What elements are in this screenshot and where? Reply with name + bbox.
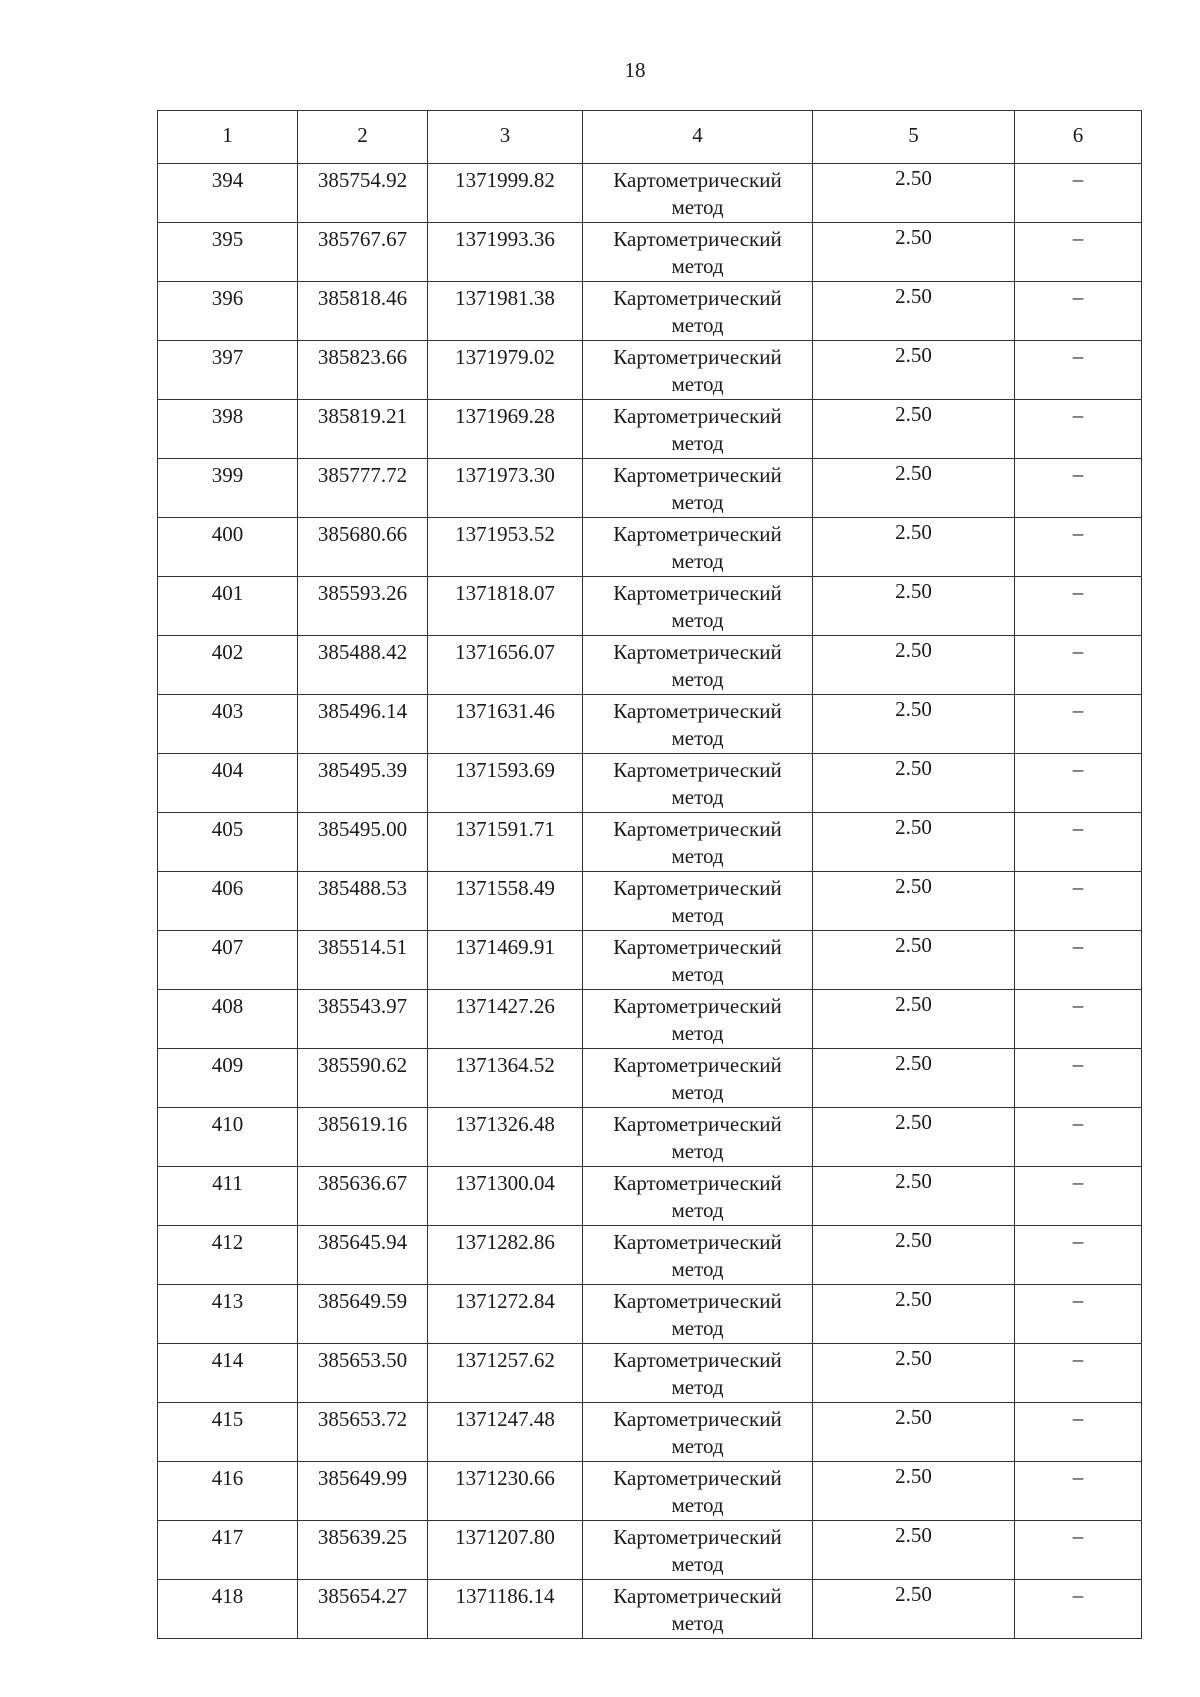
column-header-3: 3 [428, 111, 583, 164]
method-line-2: метод [671, 726, 724, 750]
column-header-2: 2 [298, 111, 428, 164]
y-coordinate-cell: 1371953.52 [428, 518, 583, 577]
method-cell [583, 636, 813, 695]
column-header-6: 6 [1015, 111, 1142, 164]
x-coordinate-cell: 385639.25 [298, 1521, 428, 1580]
method-cell [583, 1167, 813, 1226]
accuracy-cell: 2.50 [813, 872, 1015, 931]
x-coordinate-cell: 385777.72 [298, 459, 428, 518]
point-number-cell: 412 [158, 1226, 298, 1285]
method-cell [583, 1403, 813, 1462]
point-number-cell: 414 [158, 1344, 298, 1403]
method-cell [583, 400, 813, 459]
x-coordinate-cell: 385543.97 [298, 990, 428, 1049]
y-coordinate-cell: 1371300.04 [428, 1167, 583, 1226]
column-header-4: 4 [583, 111, 813, 164]
method-line-1: Картометрический [613, 286, 782, 310]
method-line-2: метод [671, 608, 724, 632]
accuracy-cell: 2.50 [813, 459, 1015, 518]
method-cell [583, 695, 813, 754]
y-coordinate-cell: 1371591.71 [428, 813, 583, 872]
accuracy-cell: 2.50 [813, 1344, 1015, 1403]
accuracy-cell: 2.50 [813, 1167, 1015, 1226]
table-row [158, 1403, 1142, 1462]
y-coordinate-cell: 1371979.02 [428, 341, 583, 400]
accuracy-cell: 2.50 [813, 1226, 1015, 1285]
method-line-1: Картометрический [613, 1407, 782, 1431]
table-row [158, 518, 1142, 577]
table-row [158, 1108, 1142, 1167]
note-cell: – [1015, 459, 1142, 518]
accuracy-cell: 2.50 [813, 341, 1015, 400]
x-coordinate-cell: 385767.67 [298, 223, 428, 282]
method-line-2: метод [671, 1198, 724, 1222]
x-coordinate-cell: 385636.67 [298, 1167, 428, 1226]
note-cell: – [1015, 872, 1142, 931]
accuracy-cell: 2.50 [813, 1580, 1015, 1639]
accuracy-cell: 2.50 [813, 636, 1015, 695]
accuracy-cell: 2.50 [813, 695, 1015, 754]
x-coordinate-cell: 385590.62 [298, 1049, 428, 1108]
point-number-cell: 405 [158, 813, 298, 872]
method-line-2: метод [671, 1611, 724, 1635]
x-coordinate-cell: 385653.72 [298, 1403, 428, 1462]
y-coordinate-cell: 1371247.48 [428, 1403, 583, 1462]
table-row [158, 1049, 1142, 1108]
method-cell [583, 1344, 813, 1403]
column-header-5: 5 [813, 111, 1015, 164]
y-coordinate-cell: 1371631.46 [428, 695, 583, 754]
method-line-2: метод [671, 1552, 724, 1576]
note-cell: – [1015, 1462, 1142, 1521]
method-cell [583, 1462, 813, 1521]
table-row [158, 223, 1142, 282]
method-line-2: метод [671, 490, 724, 514]
accuracy-cell: 2.50 [813, 518, 1015, 577]
note-cell: – [1015, 813, 1142, 872]
note-cell: – [1015, 754, 1142, 813]
note-cell: – [1015, 1108, 1142, 1167]
method-line-1: Картометрический [613, 404, 782, 428]
y-coordinate-cell: 1371558.49 [428, 872, 583, 931]
point-number-cell: 403 [158, 695, 298, 754]
x-coordinate-cell: 385496.14 [298, 695, 428, 754]
y-coordinate-cell: 1371186.14 [428, 1580, 583, 1639]
y-coordinate-cell: 1371969.28 [428, 400, 583, 459]
point-number-cell: 409 [158, 1049, 298, 1108]
note-cell: – [1015, 1226, 1142, 1285]
method-line-2: метод [671, 1316, 724, 1340]
table-row [158, 1521, 1142, 1580]
table-row [158, 577, 1142, 636]
accuracy-cell: 2.50 [813, 1403, 1015, 1462]
method-line-1: Картометрический [613, 1230, 782, 1254]
note-cell: – [1015, 1049, 1142, 1108]
accuracy-cell: 2.50 [813, 1521, 1015, 1580]
accuracy-cell: 2.50 [813, 400, 1015, 459]
y-coordinate-cell: 1371818.07 [428, 577, 583, 636]
x-coordinate-cell: 385488.42 [298, 636, 428, 695]
coordinates-table [157, 110, 1142, 1639]
x-coordinate-cell: 385649.59 [298, 1285, 428, 1344]
table-row [158, 1167, 1142, 1226]
method-cell [583, 931, 813, 990]
note-cell: – [1015, 990, 1142, 1049]
method-line-2: метод [671, 1493, 724, 1517]
method-cell [583, 1285, 813, 1344]
method-line-1: Картометрический [613, 817, 782, 841]
accuracy-cell: 2.50 [813, 990, 1015, 1049]
y-coordinate-cell: 1371207.80 [428, 1521, 583, 1580]
x-coordinate-cell: 385653.50 [298, 1344, 428, 1403]
method-line-2: метод [671, 313, 724, 337]
accuracy-cell: 2.50 [813, 1462, 1015, 1521]
x-coordinate-cell: 385680.66 [298, 518, 428, 577]
method-line-1: Картометрический [613, 699, 782, 723]
note-cell: – [1015, 1580, 1142, 1639]
y-coordinate-cell: 1371257.62 [428, 1344, 583, 1403]
point-number-cell: 398 [158, 400, 298, 459]
note-cell: – [1015, 518, 1142, 577]
point-number-cell: 415 [158, 1403, 298, 1462]
method-line-1: Картометрический [613, 1525, 782, 1549]
point-number-cell: 417 [158, 1521, 298, 1580]
method-line-1: Картометрический [613, 1348, 782, 1372]
accuracy-cell: 2.50 [813, 1285, 1015, 1344]
accuracy-cell: 2.50 [813, 164, 1015, 223]
y-coordinate-cell: 1371593.69 [428, 754, 583, 813]
point-number-cell: 411 [158, 1167, 298, 1226]
point-number-cell: 406 [158, 872, 298, 931]
y-coordinate-cell: 1371272.84 [428, 1285, 583, 1344]
note-cell: – [1015, 223, 1142, 282]
note-cell: – [1015, 400, 1142, 459]
y-coordinate-cell: 1371999.82 [428, 164, 583, 223]
method-line-2: метод [671, 903, 724, 927]
method-line-1: Картометрический [613, 1466, 782, 1490]
table-header-row [158, 111, 1142, 164]
method-line-1: Картометрический [613, 1112, 782, 1136]
table-row [158, 341, 1142, 400]
method-line-1: Картометрический [613, 1289, 782, 1313]
method-cell [583, 518, 813, 577]
method-line-1: Картометрический [613, 1053, 782, 1077]
table-row [158, 1226, 1142, 1285]
point-number-cell: 400 [158, 518, 298, 577]
page-number: 18 [624, 58, 646, 82]
method-line-1: Картометрический [613, 168, 782, 192]
y-coordinate-cell: 1371364.52 [428, 1049, 583, 1108]
note-cell: – [1015, 636, 1142, 695]
method-cell [583, 1580, 813, 1639]
method-line-2: метод [671, 844, 724, 868]
x-coordinate-cell: 385654.27 [298, 1580, 428, 1639]
method-line-1: Картометрический [613, 876, 782, 900]
note-cell: – [1015, 1167, 1142, 1226]
point-number-cell: 395 [158, 223, 298, 282]
y-coordinate-cell: 1371326.48 [428, 1108, 583, 1167]
method-cell [583, 282, 813, 341]
method-line-1: Картометрический [613, 522, 782, 546]
method-line-1: Картометрический [613, 1171, 782, 1195]
x-coordinate-cell: 385514.51 [298, 931, 428, 990]
accuracy-cell: 2.50 [813, 282, 1015, 341]
method-cell [583, 1521, 813, 1580]
note-cell: – [1015, 577, 1142, 636]
method-line-1: Картометрический [613, 994, 782, 1018]
point-number-cell: 401 [158, 577, 298, 636]
note-cell: – [1015, 1344, 1142, 1403]
table-row [158, 1344, 1142, 1403]
note-cell: – [1015, 282, 1142, 341]
method-line-2: метод [671, 195, 724, 219]
table-row [158, 990, 1142, 1049]
point-number-cell: 402 [158, 636, 298, 695]
method-line-2: метод [671, 1139, 724, 1163]
y-coordinate-cell: 1371469.91 [428, 931, 583, 990]
method-cell [583, 754, 813, 813]
method-line-2: метод [671, 1080, 724, 1104]
y-coordinate-cell: 1371993.36 [428, 223, 583, 282]
y-coordinate-cell: 1371656.07 [428, 636, 583, 695]
x-coordinate-cell: 385649.99 [298, 1462, 428, 1521]
accuracy-cell: 2.50 [813, 931, 1015, 990]
table-row [158, 754, 1142, 813]
note-cell: – [1015, 695, 1142, 754]
method-line-2: метод [671, 431, 724, 455]
table-row [158, 400, 1142, 459]
x-coordinate-cell: 385823.66 [298, 341, 428, 400]
point-number-cell: 396 [158, 282, 298, 341]
x-coordinate-cell: 385818.46 [298, 282, 428, 341]
point-number-cell: 407 [158, 931, 298, 990]
accuracy-cell: 2.50 [813, 223, 1015, 282]
method-line-1: Картометрический [613, 640, 782, 664]
point-number-cell: 399 [158, 459, 298, 518]
method-line-1: Картометрический [613, 935, 782, 959]
table-row [158, 1462, 1142, 1521]
y-coordinate-cell: 1371282.86 [428, 1226, 583, 1285]
method-line-2: метод [671, 1257, 724, 1281]
method-line-2: метод [671, 254, 724, 278]
x-coordinate-cell: 385488.53 [298, 872, 428, 931]
method-cell [583, 813, 813, 872]
note-cell: – [1015, 164, 1142, 223]
method-cell [583, 1108, 813, 1167]
point-number-cell: 408 [158, 990, 298, 1049]
method-line-2: метод [671, 1375, 724, 1399]
point-number-cell: 418 [158, 1580, 298, 1639]
x-coordinate-cell: 385819.21 [298, 400, 428, 459]
point-number-cell: 394 [158, 164, 298, 223]
y-coordinate-cell: 1371981.38 [428, 282, 583, 341]
y-coordinate-cell: 1371973.30 [428, 459, 583, 518]
method-cell [583, 577, 813, 636]
method-line-2: метод [671, 1021, 724, 1045]
method-line-2: метод [671, 962, 724, 986]
method-line-1: Картометрический [613, 581, 782, 605]
method-cell [583, 164, 813, 223]
x-coordinate-cell: 385619.16 [298, 1108, 428, 1167]
point-number-cell: 397 [158, 341, 298, 400]
method-cell [583, 459, 813, 518]
method-cell [583, 1226, 813, 1285]
y-coordinate-cell: 1371427.26 [428, 990, 583, 1049]
x-coordinate-cell: 385593.26 [298, 577, 428, 636]
note-cell: – [1015, 341, 1142, 400]
table-body [158, 111, 1142, 1639]
method-line-2: метод [671, 785, 724, 809]
table-row [158, 459, 1142, 518]
accuracy-cell: 2.50 [813, 754, 1015, 813]
note-cell: – [1015, 931, 1142, 990]
column-header-1: 1 [158, 111, 298, 164]
method-line-2: метод [671, 667, 724, 691]
note-cell: – [1015, 1521, 1142, 1580]
table-row [158, 636, 1142, 695]
method-line-2: метод [671, 549, 724, 573]
method-line-2: метод [671, 372, 724, 396]
point-number-cell: 404 [158, 754, 298, 813]
accuracy-cell: 2.50 [813, 1108, 1015, 1167]
x-coordinate-cell: 385645.94 [298, 1226, 428, 1285]
y-coordinate-cell: 1371230.66 [428, 1462, 583, 1521]
table-row [158, 695, 1142, 754]
method-cell [583, 990, 813, 1049]
accuracy-cell: 2.50 [813, 577, 1015, 636]
accuracy-cell: 2.50 [813, 813, 1015, 872]
table-row [158, 1285, 1142, 1344]
method-cell [583, 341, 813, 400]
method-line-1: Картометрический [613, 463, 782, 487]
table-row [158, 1580, 1142, 1639]
method-line-1: Картометрический [613, 1584, 782, 1608]
accuracy-cell: 2.50 [813, 1049, 1015, 1108]
table-row [158, 872, 1142, 931]
note-cell: – [1015, 1403, 1142, 1462]
table-row [158, 813, 1142, 872]
method-cell [583, 1049, 813, 1108]
table-row [158, 282, 1142, 341]
table-row [158, 164, 1142, 223]
method-line-1: Картометрический [613, 758, 782, 782]
table-row [158, 931, 1142, 990]
x-coordinate-cell: 385754.92 [298, 164, 428, 223]
method-line-2: метод [671, 1434, 724, 1458]
x-coordinate-cell: 385495.39 [298, 754, 428, 813]
point-number-cell: 416 [158, 1462, 298, 1521]
method-cell [583, 223, 813, 282]
point-number-cell: 410 [158, 1108, 298, 1167]
note-cell: – [1015, 1285, 1142, 1344]
method-line-1: Картометрический [613, 345, 782, 369]
x-coordinate-cell: 385495.00 [298, 813, 428, 872]
method-cell [583, 872, 813, 931]
point-number-cell: 413 [158, 1285, 298, 1344]
method-line-1: Картометрический [613, 227, 782, 251]
